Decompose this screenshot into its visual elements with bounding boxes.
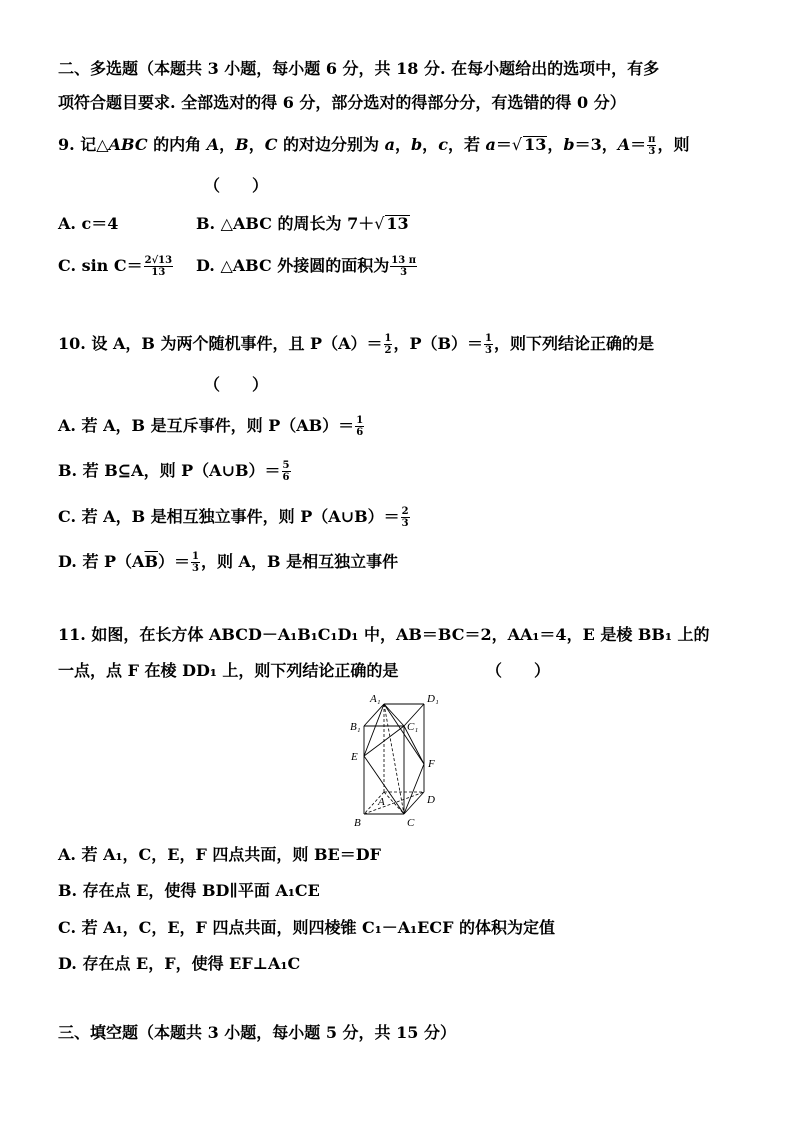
label-A1: A₁ [370,693,381,705]
edge-A1-B1 [364,704,384,726]
line-A1-C1 [384,704,404,726]
q9-stem: 9. 记△ABC 的内角 A，B，C 的对边分别为 a，b，c，若 a＝√ 13，b＝3，A＝ $\frac{\pi}{3}$ ，则 [58,134,690,157]
q10-option-b: B. 若 B⊆A，则 P（A∪B）＝ $\frac{5}{6}$ [58,460,290,483]
q9-option-c: C. sin C＝ $\frac{2√13}{13}$ [58,255,173,278]
q10-option-d: D. 若 $P(A\overline{B})=$ $\frac{1}{3}$ ，则 A，B 是相互独立事件 [58,551,399,574]
q11-option-a: A. 若 A₁，C，E，F 四点共面，则 BE＝DF [58,845,381,864]
label-C: C [407,817,415,829]
q9-sqrt13: 13 [524,135,547,154]
q9-frac-pi-3: $\frac{\pi}{3}$ [648,134,656,157]
q10-option-c: C. 若 A，B 是相互独立事件，则 P（A∪B）＝ $\frac{2}{3}$ [58,506,409,529]
q11-answer-bracket: （ ） [486,661,551,680]
label-E: E [351,751,358,763]
q10-stem: 10. 设 A，B 为两个随机事件，且 P（A）＝ $\frac{1}{2}$ ，P（B）＝ $\frac{1}{3}$ ，则下列结论正确的是 [58,333,655,356]
edge-C-D [404,792,424,814]
label-A: A [378,796,385,808]
q9-option-a: A. c＝4 [58,214,119,233]
q9-option-d: D. △ABC 外接圆的面积为 $\frac{13 \pi}{3}$ [196,255,417,278]
section2-title-line2: 项符合题目要求. 全部选对的得 6 分，部分选对的得部分分，有选错的得 0 分） [58,93,626,112]
q11-stem-line2: 一点，点 F 在棱 DD₁ 上，则下列结论正确的是 [58,661,399,680]
hidden-line-A1-C [384,704,404,814]
label-D1: D₁ [427,693,439,705]
section3-title: 三、填空题（本题共 3 小题，每小题 5 分，共 15 分） [58,1023,456,1042]
label-B: B [354,817,361,829]
label-B1: B₁ [350,721,361,733]
hidden-line-B-D [364,792,424,814]
q11-option-d: D. 存在点 E，F，使得 EF⊥A₁C [58,954,301,973]
q9-answer-bracket: （ ） [204,176,269,195]
line-C-F [404,764,424,814]
q10-option-a: A. 若 A，B 是互斥事件，则 P（AB）＝ $\frac{1}{6}$ [58,415,364,438]
q10-answer-bracket: （ ） [204,375,269,394]
label-D: D [427,794,435,806]
q11-option-c: C. 若 A₁，C，E，F 四点共面，则四棱锥 C₁－A₁ECF 的体积为定值 [58,918,556,937]
q11-cuboid-figure [346,692,446,832]
q11-stem-line1: 11. 如图，在长方体 ABCD－A₁B₁C₁D₁ 中，AB＝BC＝2，AA₁＝4，E 是棱 BB₁ 上的 [58,625,710,644]
section2-title-line1: 二、多选题（本题共 3 小题，每小题 6 分，共 18 分. 在每小题给出的选项中，有多 [58,59,660,78]
q11-option-b: B. 存在点 E，使得 BD∥平面 A₁CE [58,881,320,900]
q9-option-b: B. △ABC 的周长为 7＋√ 13 [196,214,409,233]
label-F: F [428,758,435,770]
label-C1: C₁ [407,721,419,733]
